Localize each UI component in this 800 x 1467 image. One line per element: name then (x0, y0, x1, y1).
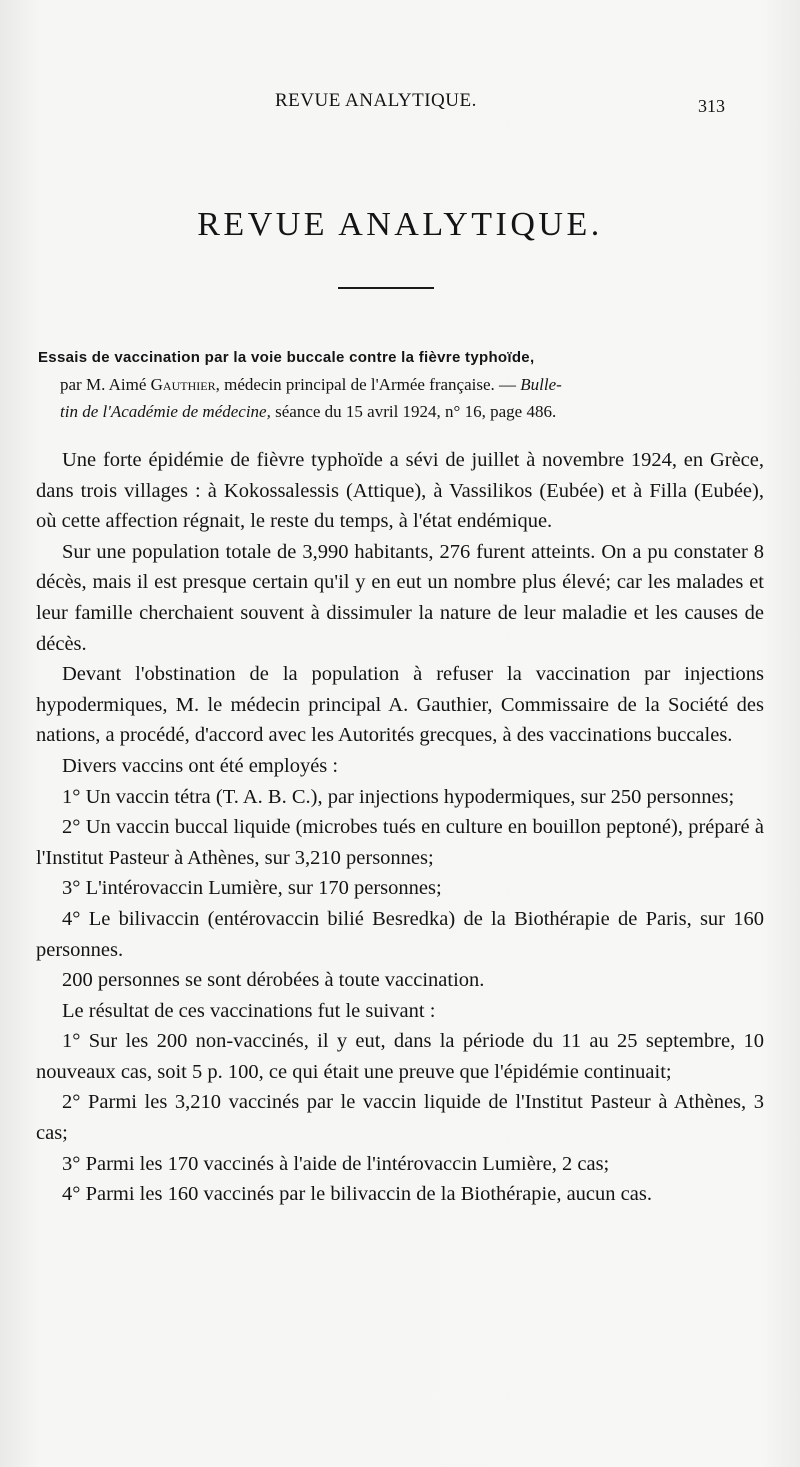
list-item: 4° Parmi les 160 vaccinés par le bilivaccin de la Biothérapie, aucun cas. (62, 1183, 652, 1206)
article-citation (38, 343, 758, 425)
running-head: REVUE ANALYTIQUE. (275, 90, 477, 111)
author-prefix: par M. Aimé (60, 375, 147, 394)
list-item: 1° Un vaccin tétra (T. A. B. C.), par injections hypodermiques, sur 250 personnes; (62, 785, 735, 808)
paragraph: 200 personnes se sont dérobées à toute vaccination. (62, 969, 485, 992)
list-item: 4° Le bilivaccin (entérovaccin bilié Besredka) de la Biothérapie de Paris, sur 160 personnes. (36, 907, 764, 961)
paragraph: Sur une population totale de 3,990 habitants, 276 furent atteints. On a pu constater 8 décès, mais il est presque certain qu'il y en eut un nombre plus élevé; car les malades et leur famille cherchaient souvent à dissimuler la nature de leur maladie et les causes de décès. (36, 540, 764, 655)
list-item: 1° Sur les 200 non-vaccinés, il y eut, dans la période du 11 au 25 septembre, 10 nouveaux cas, soit 5 p. 100, ce qui était une preuve que l'épidémie continuait; (36, 1030, 764, 1083)
paragraph: Le résultat de ces vaccinations fut le suivant : (62, 999, 436, 1022)
paragraph: Divers vaccins ont été employés : (62, 754, 339, 777)
list-item: 3° L'intérovaccin Lumière, sur 170 personnes; (62, 877, 442, 900)
journal-name: tin de l'Académie de médecine, (60, 402, 271, 421)
journal-start: Bulle- (520, 375, 562, 394)
page-title: REVUE ANALYTIQUE. (197, 206, 603, 243)
title-rule (338, 287, 434, 289)
paragraph: Une forte épidémie de fièvre typhoïde a sévi de juillet à novembre 1924, en Grèce, dans trois villages : à Kokossalessis (Attique), à Vassilikos (Eubée) et à Filla (Eubée), où cette affection régnait, le reste du temps, à l'état endémique. (36, 449, 764, 533)
page-number: 313 (698, 96, 725, 116)
list-item: 3° Parmi les 170 vaccinés à l'aide de l'intérovaccin Lumière, 2 cas; (62, 1152, 610, 1175)
list-item: 2° Un vaccin buccal liquide (microbes tués en culture en bouillon peptoné), préparé à l'Institut Pasteur à Athènes, sur 3,210 personnes; (36, 816, 764, 869)
author-suffix: , médecin principal de l'Armée française. — (215, 375, 517, 394)
article-body (36, 445, 764, 1210)
list-item: 2° Parmi les 3,210 vaccinés par le vaccin liquide de l'Institut Pasteur à Athènes, 3 cas; (36, 1091, 764, 1145)
author-name: Gauthier (150, 375, 216, 394)
paragraph: Devant l'obstination de la population à refuser la vaccination par injections hypodermiques, M. le médecin principal A. Gauthier, Commissaire de la Société des nations, a procédé, d'accord avec les Autorités grecques, à des vaccinations buccales. (36, 663, 764, 747)
session-info: séance du 15 avril 1924, n° 16, page 486. (275, 402, 557, 421)
article-title: Essais de vaccination par la voie buccale contre la fièvre typhoïde, (38, 349, 535, 366)
